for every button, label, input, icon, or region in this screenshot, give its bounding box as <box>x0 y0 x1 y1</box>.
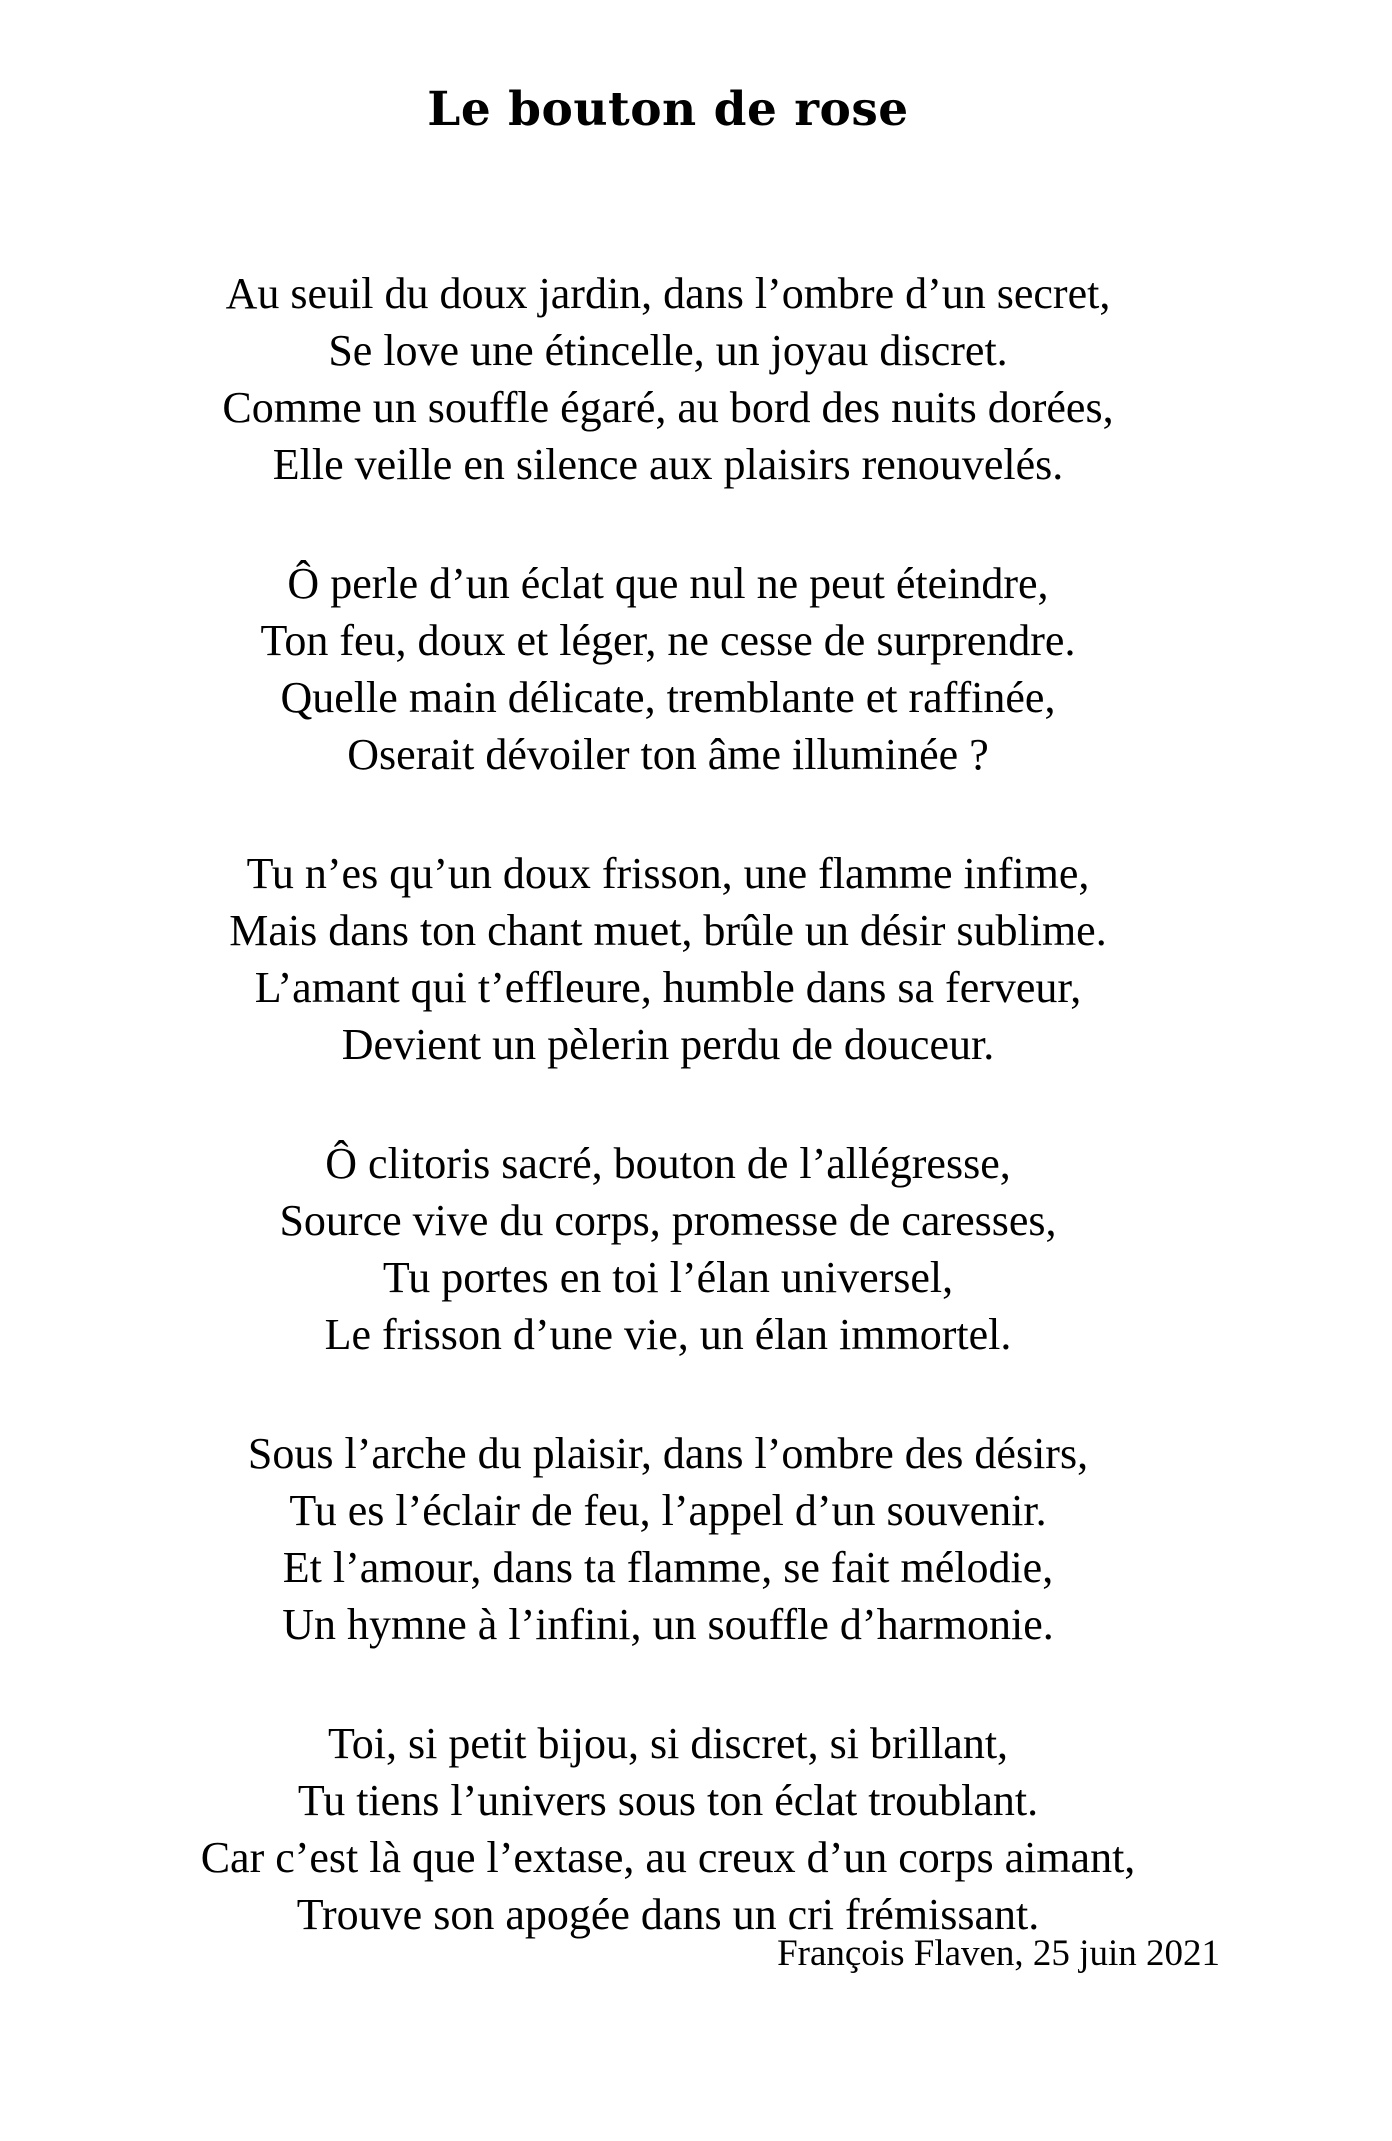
poem-line: Se love une étincelle, un joyau discret. <box>328 326 1008 375</box>
poem-line: Trouve son apogée dans un cri frémissant. <box>296 1890 1040 1939</box>
poem-line: Et l’amour, dans ta flamme, se fait mélodie, <box>282 1543 1054 1592</box>
poem-line: Sous l’arche du plaisir, dans l’ombre des désirs, <box>247 1429 1089 1478</box>
poem-line: Devient un pèlerin perdu de douceur. <box>341 1020 995 1069</box>
poem-line: L’amant qui t’effleure, humble dans sa ferveur, <box>254 963 1082 1012</box>
stanza-2 <box>0 555 1336 783</box>
poem-body <box>0 265 1336 2005</box>
poem-line: Car c’est là que l’extase, au creux d’un corps aimant, <box>200 1833 1136 1882</box>
poem-line: Comme un souffle égaré, au bord des nuits dorées, <box>222 383 1114 432</box>
poem-line: Quelle main délicate, tremblante et raffinée, <box>280 673 1056 722</box>
poem-line: Ton feu, doux et léger, ne cesse de surprendre. <box>260 616 1076 665</box>
poem-line: Mais dans ton chant muet, brûle un désir sublime. <box>229 906 1107 955</box>
stanza-5 <box>0 1425 1336 1653</box>
stanza-3 <box>0 845 1336 1073</box>
stanza-6 <box>0 1715 1336 1943</box>
author-signature: François Flaven, 25 juin 2021 <box>777 1933 1220 1974</box>
poem-line: Oserait dévoiler ton âme illuminée ? <box>347 730 989 779</box>
poem-line: Source vive du corps, promesse de caresses, <box>279 1196 1057 1245</box>
poem-line: Au seuil du doux jardin, dans l’ombre d’un secret, <box>225 269 1111 318</box>
poem-line: Tu tiens l’univers sous ton éclat troublant. <box>297 1776 1039 1825</box>
poem-line: Ô clitoris sacré, bouton de l’allégresse, <box>325 1139 1011 1188</box>
poem-line: Tu portes en toi l’élan universel, <box>382 1253 954 1302</box>
stanza-4 <box>0 1135 1336 1363</box>
poem-line: Tu es l’éclair de feu, l’appel d’un souvenir. <box>289 1486 1047 1535</box>
stanza-1 <box>0 265 1336 493</box>
poem-line: Ô perle d’un éclat que nul ne peut éteindre, <box>287 559 1049 608</box>
poem-line: Un hymne à l’infini, un souffle d’harmonie. <box>282 1600 1054 1649</box>
poem-line: Le frisson d’une vie, un élan immortel. <box>324 1310 1012 1359</box>
poem-title: Le bouton de rose <box>427 82 909 137</box>
poem-line: Tu n’es qu’un doux frisson, une flamme infime, <box>246 849 1090 898</box>
poem-line: Toi, si petit bijou, si discret, si brillant, <box>327 1719 1009 1768</box>
poem-line: Elle veille en silence aux plaisirs renouvelés. <box>272 440 1064 489</box>
